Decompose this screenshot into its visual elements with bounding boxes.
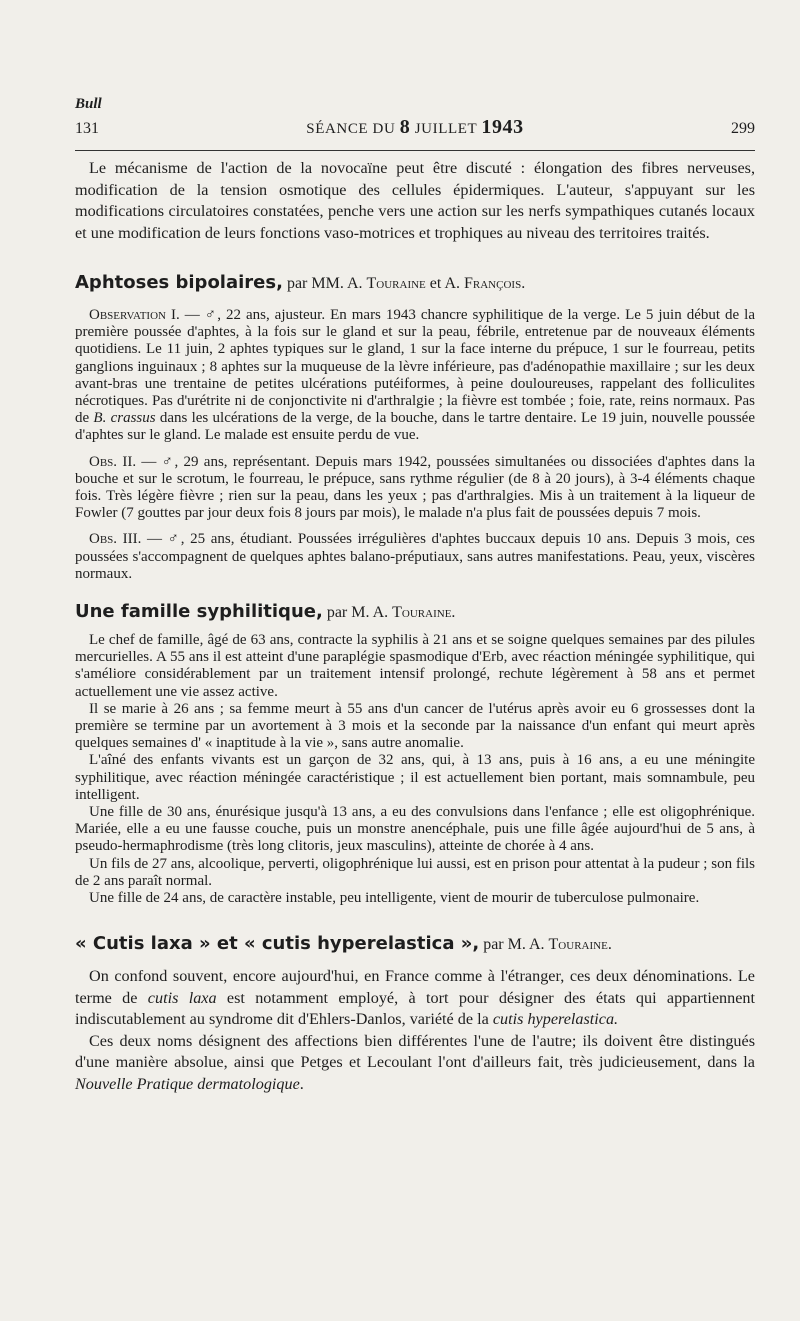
cutis-italic: cutis hyperelastica. [492,1010,619,1029]
seance-month: JUILLET [414,121,477,137]
observation-label: Obs. III. [89,531,142,548]
section-heading: Aphtoses bipolaires, [75,272,283,293]
section-heading: « Cutis laxa » et « cutis hyperelastica », [75,933,480,955]
cutis-text: . [299,1074,304,1093]
famille-paragraph: Il se marie à 26 ans ; sa femme meurt à 55 ans d'un cancer de l'utérus après avoir eu 6 grossesses dont la première se termine par un avortement à 3 mois et la seconde par la naissance d'un enfant qui meurt après quelques semaines d' « inaptitude à la vie », sans autre anomalie. [75,700,755,752]
observation-1 [75,307,755,445]
byline-end: . [607,936,612,954]
byline-prefix: par M. A. [479,936,549,954]
observation-text: — ♂, 25 ans, étudiant. Poussées irrégulières d'aphtes buccaux depuis 10 ans. Depuis 3 mois, ces poussées s'accompagnent de quelques aphtes balano-préputiaux, sans autres manifestations. Peau, yeux, viscères normaux. [75,531,755,582]
famille-paragraph: Le chef de famille, âgé de 63 ans, contracte la syphilis à 21 ans et se soigne quelques semaines par des pilules mercurielles. A 55 ans il est atteint d'une paraplégie spasmodique d'Erb, avec réaction méningée syphilitique, qui s'améliore considérablement par un traitement intensif prolongé, rechute légèrement à 58 ans et permet actuellement une vie assez active. [75,632,755,700]
observation-label: Observation I. [89,307,180,323]
observation-italic: B. crassus [93,410,156,427]
observation-label: Obs. II. [89,453,137,470]
byline-prefix: par M. A. [322,604,393,622]
seance-year: 1943 [481,116,524,138]
author-name: François [464,275,522,292]
author-name: Touraine [548,936,608,954]
byline-prefix: par MM. A. [282,275,367,292]
page-header [75,116,755,139]
cutis-paragraph-2 [75,1031,755,1096]
cutis-italic: Nouvelle Pratique dermatologique [75,1074,300,1093]
famille-paragraph: Une fille de 30 ans, énurésique jusqu'à 13 ans, a eu des convulsions dans l'enfance ; elle est oligophrénique. Mariée, elle a eu une fausse couche, puis un monstre anencéphale, puis une fille âgée aujourd'hui de 5 ans, à pseudo-hermaphrodisme (très long clitoris, jeux masculins), atteinte de chorée à 4 ans. [75,804,755,855]
observation-3 [75,531,755,583]
intro-paragraph: Le mécanisme de l'action de la novocaïne peut être discuté : élongation des fibres nerveuses, modification de la tension osmotique des cellules épidermiques. L'auteur, s'appuyant sur les modifications circulatoires constatées, penche vers une action sur les nerfs sympathiques cutanés locaux et une modification de leurs fonctions vaso-motrices et trophiques au niveau des territoires traités. [75,159,755,242]
observation-2 [75,454,755,523]
header-rule [75,150,755,151]
seance-day: 8 [399,116,411,138]
cutis-text: est notamment employé, à tort pour désigner des états qui appartiennent indiscutablement au syndrome dit d'Ehlers-Danlos, variété de la [75,988,755,1029]
famille-paragraph: L'aîné des enfants vivants est un garçon de 32 ans, qui, à 13 ans, puis à 16 ans, a eu une méningite syphilitique, avec réaction méningée caractéristique ; il est actuellement bien portant, mais somnambule, peu intelligent. [75,752,755,803]
section-title-famille [75,601,755,622]
page-number: 299 [731,120,755,137]
header-ref: 131 [75,120,99,137]
author-name: Touraine [392,604,452,622]
cutis-italic: cutis laxa [147,988,217,1007]
section-title-cutis [75,933,755,954]
running-title [306,116,524,139]
observation-text-end: dans les ulcérations de la verge, de la bouche, dans le tartre dentaire. Le 19 juin, nouvelle poussée d'aphtes sur le gland. Le malade est ensuite perdu de vue. [75,410,755,444]
section-title-aphtoses [75,272,755,293]
cutis-text: Ces deux noms désignent des affections bien différentes l'une de l'autre; ils doivent être distingués d'une manière absolue, ainsi que Petges et Lecoulant l'ont d'ailleurs fait, très judicieusement, dans la [75,1031,755,1072]
observation-text: — ♂, 29 ans, représentant. Depuis mars 1942, poussées simultanées ou dissociées d'aphtes dans la bouche et sur le scrotum, le fourreau, le prépuce, sans rythme régulier (de 8 à 20 jours), à 3-4 éléments chaque fois. Très légère fièvre ; rien sur la peau, dans les yeux ; pas d'arthralgies. Mis à un traitement à la liqueur de Fowler (7 gouttes par jour deux fois 8 jours par mois), le malade n'a plus fait de poussées depuis 7 mois. [75,453,755,522]
byline-end: . [451,604,456,622]
section-heading: Une famille syphilitique, [75,601,323,623]
cutis-paragraph-1 [75,966,755,1031]
page-content [75,158,755,1095]
cutis-text: On confond souvent, encore aujourd'hui, en France comme à l'étranger, ces deux dénominations. Le terme de [75,967,755,1007]
author-name: Touraine [366,275,426,292]
header-note: Bull [75,96,102,112]
observation-text: — ♂, 22 ans, ajusteur. En mars 1943 chancre syphilitique de la verge. Le 5 juin début de la première poussée d'aphtes, à la fois sur le gland et sur la peau, fébrile, entretenue par de nouveaux éléments quotidiens. Le 11 juin, 2 aphtes typiques sur le gland, 1 sur la face interne du prépuce, 1 sur le fourreau, petits ganglions inguinaux ; 8 aphtes sur la muqueuse de la lèvre inférieure, pas d'adénopathie maxillaire ; sur les deux avant-bras une trentaine de petites ulcérations putéiformes, à peine douloureuses, rappelant des folliculites nécrotiques. Pas d'urétrite ni de conjonctivite ni d'arthralgie ; la fièvre est tombée ; foie, rate, reins normaux. Pas de [75,307,756,427]
famille-paragraph: Une fille de 24 ans, de caractère instable, peu intelligente, vient de mourir de tuberculose pulmonaire. [89,890,700,907]
seance-label: SÉANCE DU [306,121,396,137]
byline-end: . [521,275,526,292]
byline-mid: et A. [425,275,464,292]
famille-paragraph: Un fils de 27 ans, alcoolique, perverti, oligophrénique lui aussi, est en prison pour attentat à la pudeur ; son fils de 2 ans paraît normal. [75,855,755,889]
